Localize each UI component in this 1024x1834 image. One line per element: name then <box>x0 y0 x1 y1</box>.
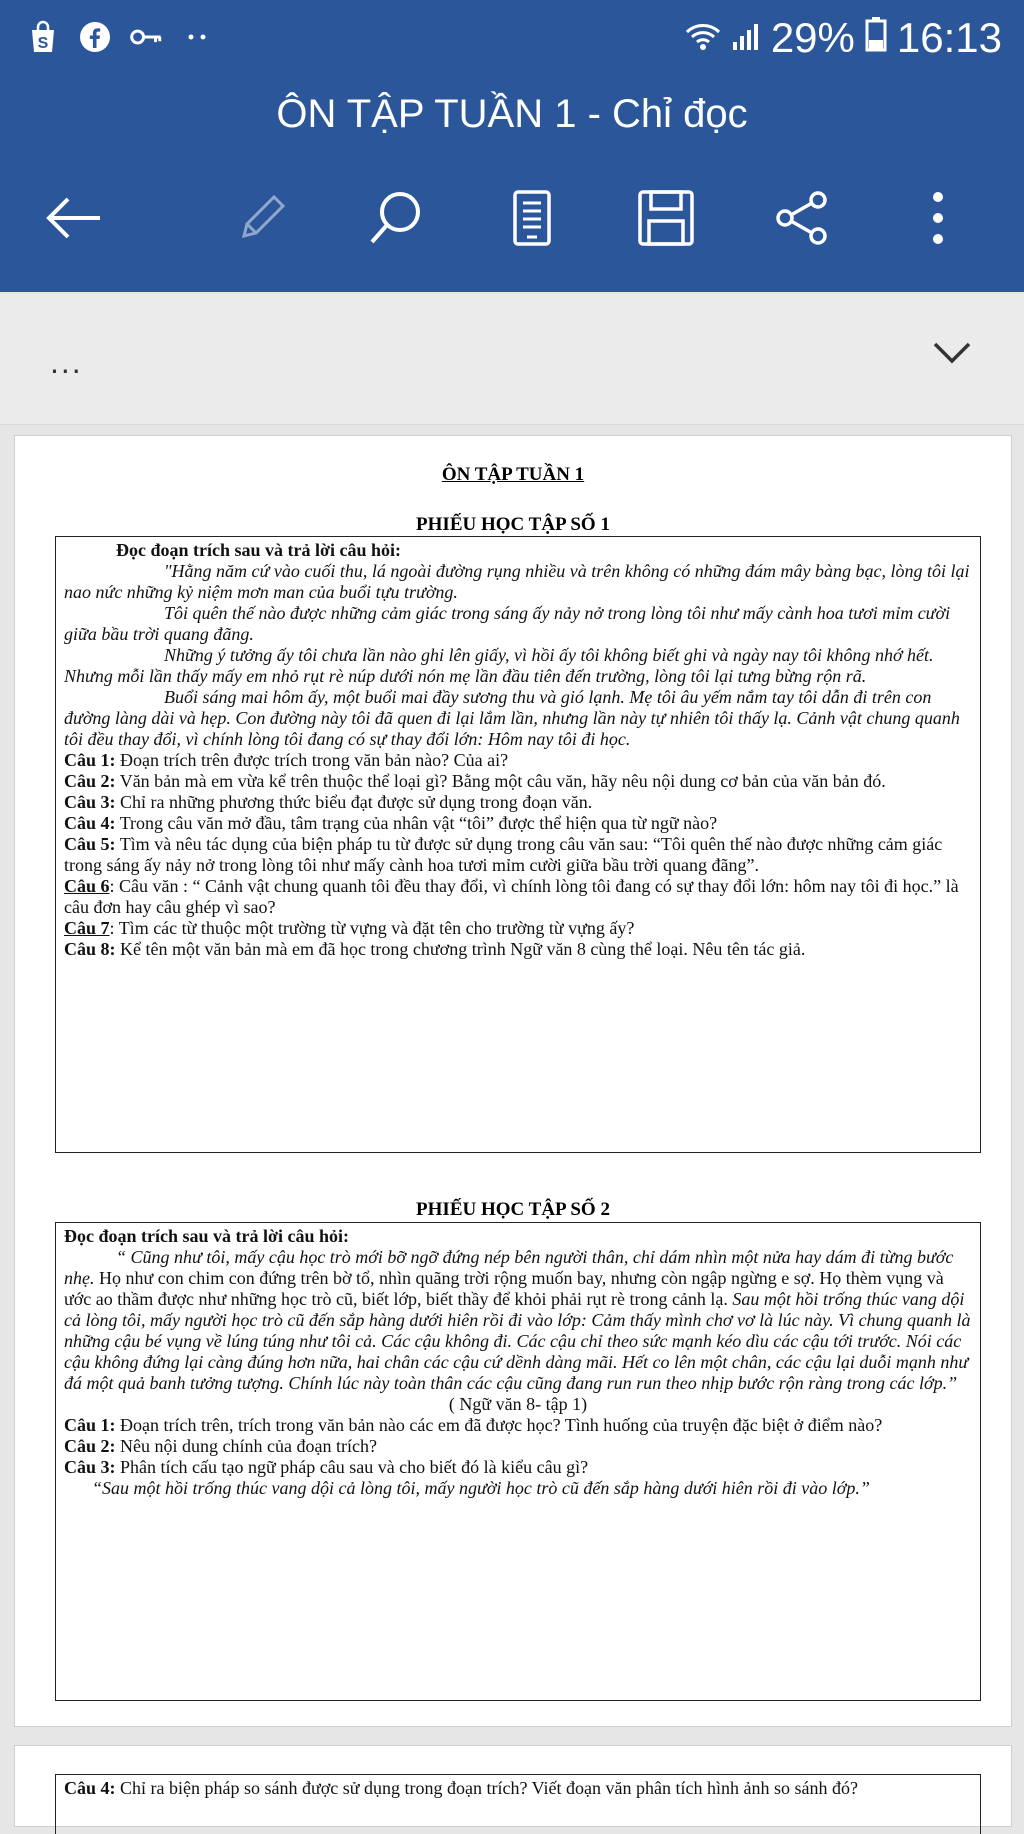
reading-view-button[interactable] <box>492 178 572 258</box>
save-button[interactable] <box>626 178 706 258</box>
battery-percent: 29% <box>770 14 855 61</box>
share-icon <box>773 189 831 247</box>
sheet2-passage: “ Cũng như tôi, mấy cậu học trò mới bỡ ngỡ đứng nép bên người thân, chỉ dám nhìn một nửa hay dám đi từng bước nhẹ. Họ như con chim con đứng trên bờ tổ, nhìn quãng trời rộng muốn bay, nhưng còn ngập ngừng e sợ. Họ thèm vụng và ước ao thầm được như những học trò cũ, biết lớp, biết thầy để khỏi phải rụt rè trong cảnh lạ. Sau một hồi trống thúc vang dội cả lòng tôi, mấy người học trò cũ đến sắp hàng dưới hiên rồi đi vào lớp: Cảm thấy mình chơ vơ là lúc này. Vì chung quanh là những cậu bé vụng về lúng túng như tôi cả. Các cậu không đi. Các cậu chỉ theo sức mạnh kéo dìu các cậu tới trước. Nói các cậu không đứng lại càng đúng hơn nữa, hai chân các cậu cứ dềnh dàng mãi. Hết co lên một chân, các cậu lại duỗi mạnh như đá một quả banh tưởng tượng. Chính lúc này toàn thân các cậu cũng đang run run theo nhịp bước rộn ràng trong các lớp.” <box>64 1247 971 1393</box>
sheet1-question-4: Câu 4: Trong câu văn mở đầu, tâm trạng của nhân vật “tôi” được thể hiện qua từ ngữ nào? <box>64 813 718 833</box>
app-header <box>0 86 1024 292</box>
sheet1-question-3: Câu 3: Chỉ ra những phương thức biểu đạt được sử dụng trong đoạn văn. <box>64 792 593 812</box>
sheet1-passage-4: Buổi sáng mai hôm ấy, một buổi mai đầy sương thu và gió lạnh. Mẹ tôi âu yếm nắm tay tôi dẫn đi trên con đường làng dài và hẹp. Con đường này tôi đã quen đi lại lắm lần, nhưng lần này tự nhiên tôi thấy lạ. Cảnh vật chung quanh tôi đều thay đổi, vì chính lòng tôi đang có sự thay đổi lớn: Hôm nay tôi đi học. <box>64 687 960 749</box>
pencil-icon <box>234 190 290 246</box>
search-icon <box>366 188 426 248</box>
sheet1-passage-1: "Hằng năm cứ vào cuối thu, lá ngoài đường rụng nhiều và trên không có những đám mây bàng bạc, lòng tôi lại nao nức những kỷ niệm mơn man của buổi tựu trường. <box>64 561 970 602</box>
sheet2-question-3: Câu 3: Phân tích cấu tạo ngữ pháp câu sau và cho biết đó là kiểu câu gì? <box>64 1457 589 1477</box>
sheet1-question-7: Câu 7: Tìm các từ thuộc một trường từ vựng và đặt tên cho trường từ vựng ấy? <box>64 918 635 938</box>
page2-question-4: Câu 4: Chỉ ra biện pháp so sánh được sử dụng trong đoạn trích? Viết đoạn văn phân tích hình ảnh so sánh đó? <box>64 1778 858 1798</box>
more-vertical-icon <box>928 189 948 247</box>
sheet2-question-1: Câu 1: Đoạn trích trên, trích trong văn bản nào các em đã được học? Tình huống của truyện đặc biệt ở điểm nào? <box>64 1415 883 1435</box>
expand-button[interactable] <box>932 340 972 371</box>
toolbar <box>0 178 1024 258</box>
sheet2-source: ( Ngữ văn 8- tập 1) <box>448 1394 588 1414</box>
sheet1-question-5: Câu 5: Tìm và nêu tác dụng của biện pháp tu từ được sử dụng trong câu văn sau: “Tôi quên thế nào được những cảm giác trong sáng ấy nảy nở trong lòng tôi như mấy cành hoa tươi mỉm cười giữa bầu trời quang đãng”. <box>64 834 943 875</box>
sheet2-question-2: Câu 2: Nêu nội dung chính của đoạn trích? <box>64 1436 377 1456</box>
floppy-disk-icon <box>637 189 695 247</box>
shopping-bag-icon <box>26 20 60 54</box>
sheet1-question-8: Câu 8: Kể tên một văn bản mà em đã học trong chương trình Ngữ văn 8 cùng thể loại. Nêu tên tác giả. <box>64 939 806 959</box>
share-button[interactable] <box>762 178 842 258</box>
sheet1-question-1: Câu 1: Đoạn trích trên được trích trong văn bản nào? Của ai? <box>64 750 509 770</box>
document-heading: ÔN TẬP TUẦN 1 <box>441 464 585 485</box>
options-ellipsis[interactable]: ... <box>50 344 83 380</box>
more-notifications-icon <box>182 20 216 54</box>
sheet1-question-6: Câu 6: Câu văn : “ Cảnh vật chung quanh tôi đều thay đổi, vì chính lòng tôi đang có sự thay đổi lớn: hôm nay tôi đi học.” là câu đơn hay câu ghép vì sao? <box>64 876 959 917</box>
sheet1-question-2: Câu 2: Văn bản mà em vừa kể trên thuộc thể loại gì? Bằng một câu văn, hãy nêu nội dung cơ bản của văn bản đó. <box>64 771 886 791</box>
document-page <box>14 435 1012 1727</box>
svg-text:S: S <box>37 35 49 52</box>
clock: 16:13 <box>896 14 1002 61</box>
back-button[interactable] <box>34 178 114 258</box>
edit-button[interactable] <box>222 178 302 258</box>
back-arrow-icon <box>44 195 104 241</box>
facebook-icon <box>78 20 112 54</box>
more-options-button[interactable] <box>898 178 978 258</box>
sheet2-title: PHIẾU HỌC TẬP SỐ 2 <box>416 1199 610 1220</box>
document-page-2 <box>14 1745 1012 1827</box>
sheet1-instruction: Đọc đoạn trích sau và trả lời câu hỏi: <box>116 540 401 560</box>
document-title: ÔN TẬP TUẦN 1 - Chỉ đọc <box>276 92 748 136</box>
find-button[interactable] <box>356 178 436 258</box>
key-icon <box>130 20 164 54</box>
mobile-view-icon <box>512 189 552 247</box>
sheet1-title: PHIẾU HỌC TẬP SỐ 1 <box>416 514 610 535</box>
sheet1-passage-3: Những ý tưởng ấy tôi chưa lần nào ghi lên giấy, vì hồi ấy tôi không biết ghi và ngày nay tôi không nhớ hết. Nhưng mỗi lần thấy mấy em nhỏ rụt rè núp dưới nón mẹ lần đầu tiên đến trường, lòng tôi lại tưng bừng rộn rã. <box>64 645 934 686</box>
sheet1-passage-2: Tôi quên thế nào được những cảm giác trong sáng ấy nảy nở trong lòng tôi như mấy cành hoa tươi mỉm cười giữa bầu trời quang đãng. <box>64 603 951 644</box>
sheet2-quote: “Sau một hồi trống thúc vang dội cả lòng tôi, mấy người học trò cũ đến sắp hàng dưới hiên rồi đi vào lớp.” <box>92 1478 870 1498</box>
page2-box <box>55 1774 981 1834</box>
sheet1-box <box>55 536 981 1153</box>
sheet2-box <box>55 1222 981 1701</box>
wifi-icon <box>685 14 721 62</box>
battery-icon <box>865 14 887 62</box>
chevron-down-icon <box>932 340 972 366</box>
signal-icon <box>731 14 761 62</box>
options-bar <box>0 294 1024 425</box>
status-bar <box>0 0 1024 86</box>
sheet2-instruction: Đọc đoạn trích sau và trả lời câu hỏi: <box>64 1226 349 1246</box>
